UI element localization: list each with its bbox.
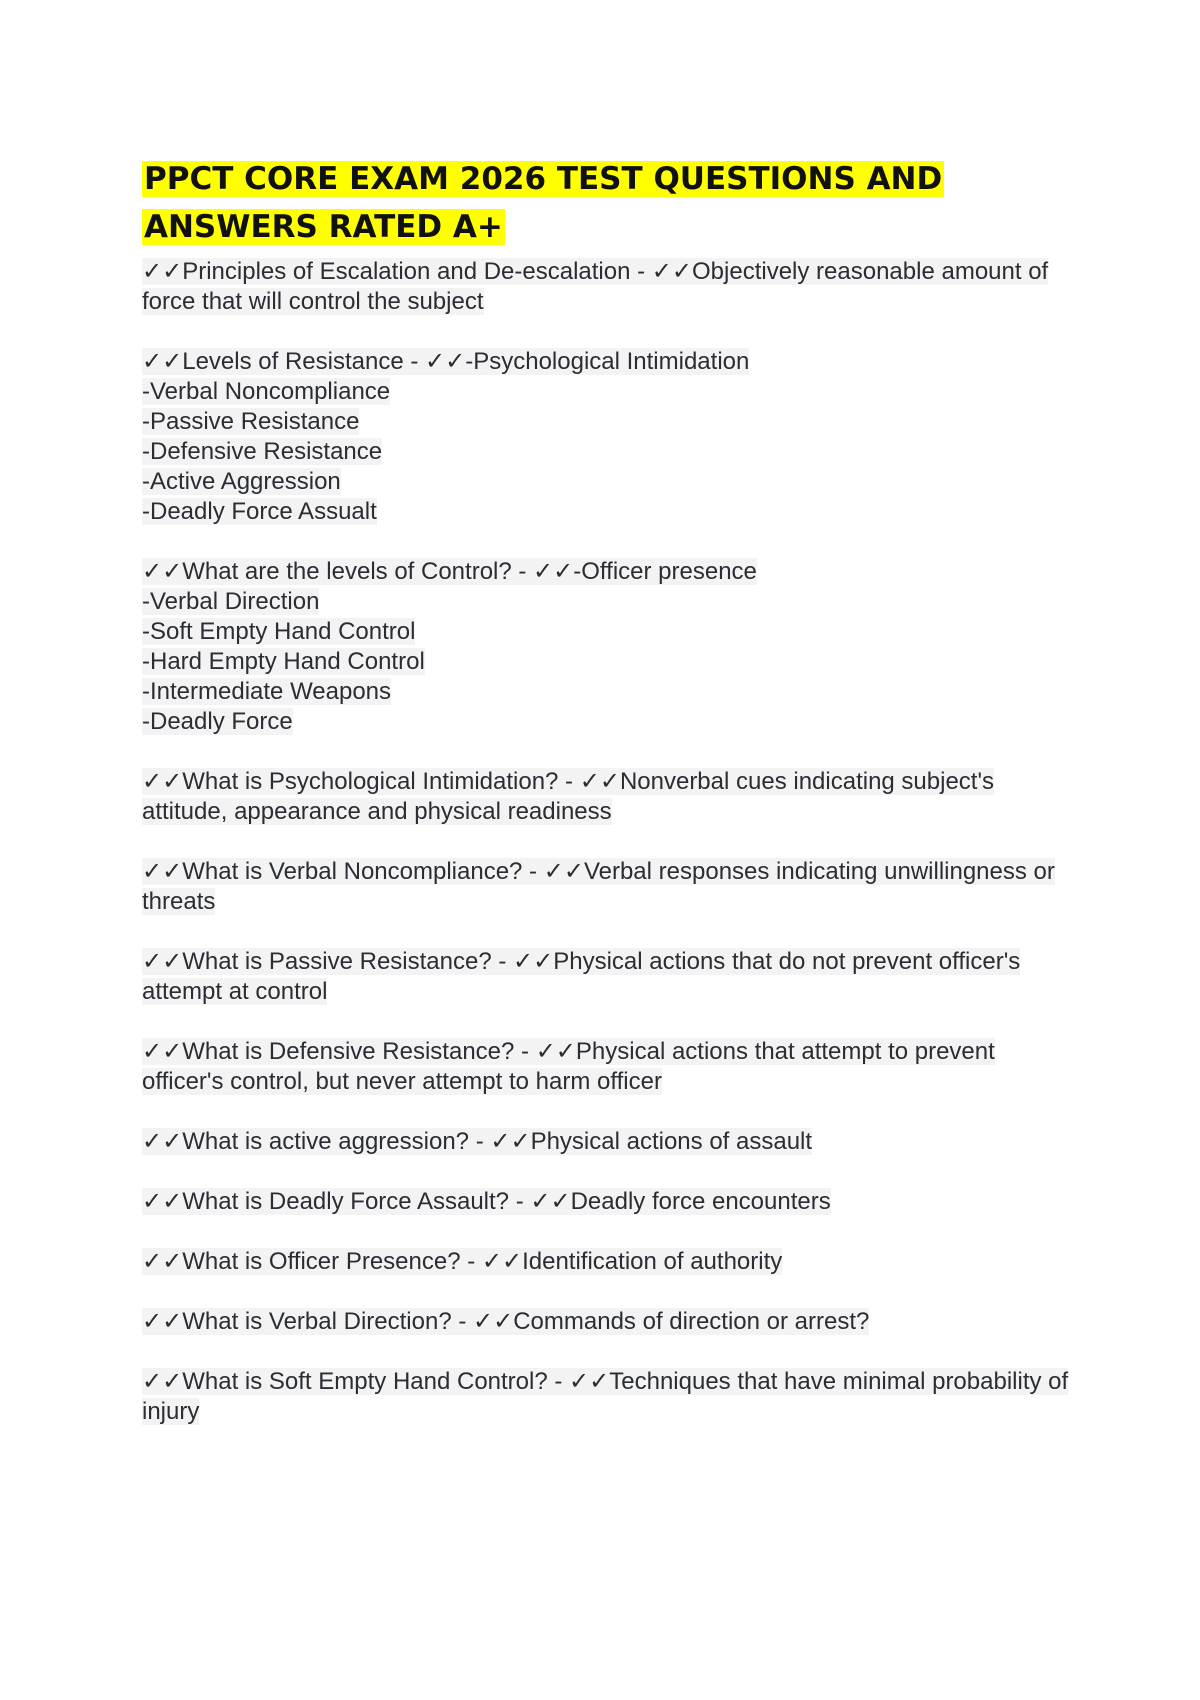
- qa-line: -Passive Resistance: [142, 408, 360, 435]
- qa-line: ✓✓What is active aggression? - ✓✓Physical actions of assault: [142, 1128, 813, 1155]
- qa-line: -Deadly Force Assualt: [142, 498, 377, 525]
- qa-item-passive-resistance: [142, 947, 1072, 1007]
- document-page: [142, 155, 1072, 1457]
- document-title-text: PPCT CORE EXAM 2026 TEST QUESTIONS AND ANSWERS RATED A+: [144, 161, 943, 245]
- qa-line: -Hard Empty Hand Control: [142, 648, 425, 675]
- qa-line: ✓✓Levels of Resistance - ✓✓-Psychological Intimidation: [142, 348, 750, 375]
- qa-item-levels-of-resistance: [142, 347, 1072, 527]
- qa-item-deadly-force-assault: [142, 1187, 1072, 1217]
- qa-item-verbal-noncompliance: [142, 857, 1072, 917]
- qa-line: -Soft Empty Hand Control: [142, 618, 416, 645]
- qa-line: ✓✓What are the levels of Control? - ✓✓-Officer presence: [142, 558, 757, 585]
- qa-line: ✓✓What is Deadly Force Assault? - ✓✓Deadly force encounters: [142, 1188, 831, 1215]
- qa-line: -Defensive Resistance: [142, 438, 383, 465]
- qa-line: ✓✓What is Psychological Intimidation? - ✓✓Nonverbal cues indicating subject's attitude, appearance and physical readiness: [142, 768, 995, 825]
- qa-line: -Active Aggression: [142, 468, 341, 495]
- qa-item-defensive-resistance: [142, 1037, 1072, 1097]
- qa-line: ✓✓Principles of Escalation and De-escalation - ✓✓Objectively reasonable amount of force that will control the subject: [142, 258, 1049, 315]
- qa-line: -Verbal Direction: [142, 588, 320, 615]
- qa-line: ✓✓What is Officer Presence? - ✓✓Identification of authority: [142, 1248, 783, 1275]
- qa-line: -Verbal Noncompliance: [142, 378, 391, 405]
- qa-line: -Deadly Force: [142, 708, 293, 735]
- qa-line: ✓✓What is Soft Empty Hand Control? - ✓✓Techniques that have minimal probability of injury: [142, 1368, 1069, 1425]
- qa-line: ✓✓What is Defensive Resistance? - ✓✓Physical actions that attempt to prevent officer's control, but never attempt to harm officer: [142, 1038, 995, 1095]
- qa-line: ✓✓What is Verbal Direction? - ✓✓Commands of direction or arrest?: [142, 1308, 870, 1335]
- qa-line: ✓✓What is Passive Resistance? - ✓✓Physical actions that do not prevent officer's attempt at control: [142, 948, 1021, 1005]
- qa-item-officer-presence: [142, 1247, 1072, 1277]
- qa-item-psychological-intimidation: [142, 767, 1072, 827]
- qa-item-verbal-direction: [142, 1307, 1072, 1337]
- qa-line: ✓✓What is Verbal Noncompliance? - ✓✓Verbal responses indicating unwillingness or threats: [142, 858, 1055, 915]
- qa-item-active-aggression: [142, 1127, 1072, 1157]
- qa-item-escalation: [142, 257, 1072, 317]
- qa-item-soft-empty-hand-control: [142, 1367, 1072, 1427]
- qa-item-levels-of-control: [142, 557, 1072, 737]
- qa-line: -Intermediate Weapons: [142, 678, 392, 705]
- document-title: [142, 155, 1072, 251]
